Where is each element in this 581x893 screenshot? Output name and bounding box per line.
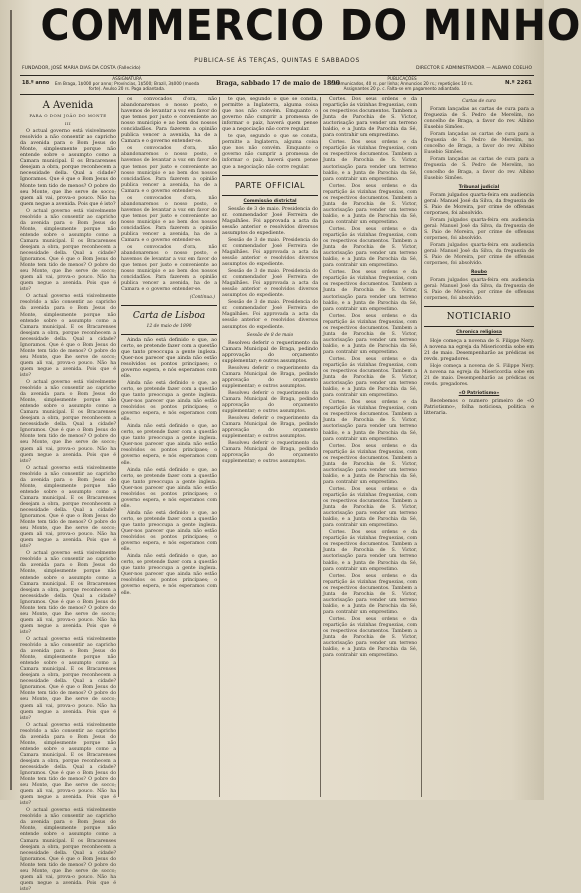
letter-heading [121,305,217,335]
article-body: te que, segundo o que se consta, permitte a Inglaterra, alguma coisa que nos não convém. Emquanto o governo não cumprir a promessa de informar o paiz, haverá quem pense que a negociação não corre regular. [222,97,318,133]
noticiario-title: NOTICIARIO [446,312,512,323]
article-body-continued: os convocados d'ora, não abandonaremos o nosso posto, e havemos de levantar a voz em favor do que temos por justo e conveniente ao nosso municipio e ao bem dos nossos concidadãos. Para fazerem a opinião publica vencer a avenida, ha de a Camara e o governo entender-se. [121,195,217,244]
official-section-title: PARTE OFFICIAL [235,180,305,190]
section-heading: Roubo [470,270,488,276]
column-1 [20,97,116,892]
issue-number: N.º 2261 [504,80,532,86]
article-headline: A Avenida [42,100,94,111]
section-heading: «O Patriotismo» [458,390,500,396]
article-body-continued: Cortes. Dos seus ordens e da repartição ás vizinhas freguezias, com os respectivos documentos. Tambem a Junta de Parochia de S. Victor, auctorisação para vender um terreno baldio, e a Junta de Parochia da Sé, para contrahir um emprestimo. [323,400,417,442]
publication-block [322,76,482,91]
article-body-continued: Cortes. Dos seus ordens e da repartição ás vizinhas freguezias, com os respectivos documentos. Tambem a Junta de Parochia de S. Victor, auctorisação para vender um terreno baldio, e a Junta de Parochia da Sé, para contrahir um emprestimo. [323,313,417,355]
article-body-continued: Cortes. Dos seus ordens e da repartição ás vizinhas freguezias, com os respectivos documentos. Tambem a Junta de Parochia de S. Victor, auctorisação para vender um terreno baldio, e a Junta de Parochia da Sé, para contrahir um emprestimo. [323,530,417,572]
letter-body-continued: Ainda não está definido o que, ao certo, se pretende fazer com a questão que tanto preoccupa a gente ingleza. Quer-nos parecer que ainda não estão resolvidos os pontos principaes; o governo espera, e nós esperamos com elle. [121,510,217,553]
section-body: Recebemos o numero primeiro de «O Patriotismo», folha noticiosa, politica e litteraria. [424,398,534,417]
masthead [20,1,581,53]
newspaper-title: COMMERCIO DO MINHO [40,1,581,51]
subscription-title: ASSIGNATURA [112,76,142,81]
publication-title: PUBLICAÇÕES [387,76,417,81]
article-body-continued: Cortes. Dos seus ordens e da repartição ás vizinhas freguezias, com os respectivos documentos. Tambem a Junta de Parochia de S. Victor, auctorisação para vender um terreno baldio, e a Junta de Parochia da Sé, para contrahir um emprestimo. [323,616,417,659]
column-rule [320,97,321,797]
founder-credit: FUNDADOR, JOSÉ MARIA DIAS DA COSTA (Fallecido) [22,66,141,71]
subscription-block [52,76,202,91]
article-section-number: III [64,121,72,127]
official-subheading: Commissão districtal [243,198,297,204]
issue-date: Braga, sabbado 17 de maio de 1890 [216,80,340,87]
article-body-continued: O actual governo está visivelmente resolvido a não consentir ao capricho da avenida para o Bom Jesus do Monte, simplesmente porque não entende sobre o assumpto como a Camara municipal. E os Bracarenses desejam a obra, porque reconhecem a necessidade della. Qual a cidade? Ignoramos. Que é que o Bom Jesus do Monte tem tido de menos? O pobre do seu Monte, que lhe serve de socco; quem ali vai, prova-o pouco. Não ha quem negue a avenida. Pois que é isto? [20,380,116,464]
section-heading: Cartas de cura [462,99,496,104]
letter-title: Carta de Lisboa [132,310,206,321]
article-body-continued: Cortes. Dos seus ordens e da repartição ás vizinhas freguezias, com os respectivos documentos. Tambem a Junta de Parochia de S. Victor, auctorisação para vender um terreno baldio, e a Junta de Parochia da Sé, para contrahir um emprestimo. [323,573,417,615]
article-subhead: PARA O DOM JOÃO DO MONTE [29,113,107,118]
divider [20,94,534,95]
director-credit: DIRECTOR E ADMINISTRADOR — ALBANO COELHO [415,66,532,71]
article-body: O actual governo está visivelmente resolvido a não consentir ao capricho da avenida para o Bom Jesus do Monte, simplesmente porque não entende sobre o assumpto como a Camara municipal. E os Bracarenses desejam a obra, porque reconhecem a necessidade della. Qual a cidade? Ignoramos. Que é que o Bom Jesus do Monte tem tido de menos? O pobre do seu Monte, que lhe serve de socco; quem ali vai, prova-o pouco. Não ha quem negue a avenida. Pois que é isto? [20,129,116,207]
column-3 [222,97,318,797]
section-heading: Chronica religiosa [456,330,502,336]
year-label: 18.º anno [22,80,50,86]
section-heading: Tribunal judicial [458,184,500,190]
column-rule [118,97,119,797]
letter-body-continued: Ainda não está definido o que, ao certo, se pretende fazer com a questão que tanto preoccupa a gente ingleza. Quer-nos parecer que ainda não estão resolvidos os pontos principaes; o governo espera, e nós esperamos com elle. [121,380,217,423]
article-body-continued: O actual governo está visivelmente resolvido a não consentir ao capricho da avenida para o Bom Jesus do Monte, simplesmente porque não entende sobre o assumpto como a Camara municipal. E os Bracarenses desejam a obra, porque reconhecem a necessidade della. Qual a cidade? Ignoramos. Que é que o Bom Jesus do Monte tem tido de menos? O pobre do seu Monte, que lhe serve de socco; quem ali vai, prova-o pouco. Não ha quem negue a avenida. Pois que é isto? [20,808,116,892]
official-body-continued: Sessão de 3 de maio. Presidencia do sr. commendador José Ferreira de Magalhães. Foi approvada a acta da sessão anterior e resolvidos diversos assumptos do expediente. [222,300,318,330]
continuation-note: (Continua.) [189,294,215,300]
article-body-continued: Cortes. Dos seus ordens e da repartição ás vizinhas freguezias, com os respectivos documentos. Tambem a Junta de Parochia de S. Victor, auctorisação para vender um terreno baldio, e a Junta de Parochia da Sé, para contrahir um emprestimo. [323,226,417,269]
article-body: Cortes. Dos seus ordens e da repartição ás vizinhas freguezias, com os respectivos documentos. Tambem a Junta de Parochia de S. Victor, auctorisação para vender um terreno baldio, e a Junta de Parochia da Sé, para contrahir um emprestimo. [323,97,417,139]
official-heading-box [222,175,318,196]
section-body: Hoje começa a novena de S. Filippe Nery. A novena na egreja da Misericordia sobe em 21 de maio. Desempenharão as prédicas os revds. pregadores. [424,338,534,362]
official-body: Resolveu deferir o requerimento da Camara Municipal de Braga, pedindo approvação do orçamento supplementar; e outros assumptos. [222,340,318,364]
section-body: Foram julgados quarta-feira em audiencia geral: Manuel José da Silva, da freguezia de S. Paio de Moreira, por crime de offensas corporaes, foi absolvido. [424,192,534,216]
official-subheading-2: Sessão de 8 de maio [246,332,294,338]
official-body-continued: Sessão de 3 de maio. Presidencia do sr. commendador José Ferreira de Magalhães. Foi approvada a acta da sessão anterior e resolvidos diversos assumptos do expediente. [222,269,318,299]
section-body: Foram lançadas as cartas de cura para a freguezia de S. Pedro de Merelim, no concelho de Braga, a favor do rev. Albino Eusebio Simões. [424,107,534,131]
letter-date: 12 de maio de 1890 [146,323,192,329]
article-body-continued: O actual governo está visivelmente resolvido a não consentir ao capricho da avenida para o Bom Jesus do Monte, simplesmente porque não entende sobre o assumpto como a Camara municipal. E os Bracarenses desejam a obra, porque reconhecem a necessidade della. Qual a cidade? Ignoramos. Que é que o Bom Jesus do Monte tem tido de menos? O pobre do seu Monte, que lhe serve de socco; quem ali vai, prova-o pouco. Não ha quem negue a avenida. Pois que é isto? [20,465,116,550]
article-body-continued: O actual governo está visivelmente resolvido a não consentir ao capricho da avenida para o Bom Jesus do Monte, simplesmente porque não entende sobre o assumpto como a Camara municipal. E os Bracarenses desejam a obra, porque reconhecem a necessidade della. Qual a cidade? Ignoramos. Que é que o Bom Jesus do Monte tem tido de menos? O pobre do seu Monte, que lhe serve de socco; quem ali vai, prova-o pouco. Não ha quem negue a avenida. Pois que é isto? [20,636,116,721]
article-body-continued: Cortes. Dos seus ordens e da repartição ás vizinhas freguezias, com os respectivos documentos. Tambem a Junta de Parochia de S. Victor, auctorisação para vender um terreno baldio, e a Junta de Parochia da Sé, para contrahir um emprestimo. [323,486,417,529]
article-body-continued: Cortes. Dos seus ordens e da repartição ás vizinhas freguezias, com os respectivos documentos. Tambem a Junta de Parochia de S. Victor, auctorisação para vender um terreno baldio, e a Junta de Parochia da Sé, para contrahir um emprestimo. [323,183,417,225]
article-body-continued: O actual governo está visivelmente resolvido a não consentir ao capricho da avenida para o Bom Jesus do Monte, simplesmente porque não entende sobre o assumpto como a Camara municipal. E os Bracarenses desejam a obra, porque reconhecem a necessidade della. Qual a cidade? Ignoramos. Que é que o Bom Jesus do Monte tem tido de menos? O pobre do seu Monte, que lhe serve de socco; quem ali vai, prova-o pouco. Não ha quem negue a avenida. Pois que é isto? [20,294,116,378]
newspaper-subtitle: PUBLICA-SE ÁS TERÇAS, QUINTAS E SABBADOS [194,57,360,64]
article-body-continued: os convocados d'ora, não abandonaremos o nosso posto, e havemos de levantar a voz em favor do que temos por justo e conveniente ao nosso municipio e ao bem dos nossos concidadãos. Para fazerem a opinião publica vencer a avenida, ha de a Camara e o governo entender-se. [121,245,217,293]
official-body-continued: Resolveu deferir o requerimento da Camara Municipal de Braga, pedindo approvação do orçamento supplementar; e outros assumptos. [222,416,318,440]
column-2 [121,97,217,797]
official-body-continued: Resolveu deferir o requerimento da Camara Municipal de Braga, pedindo approvação do orçamento supplementar; e outros assumptos. [222,390,318,415]
column-rule [421,97,422,797]
article-body-continued: os convocados d'ora, não abandonaremos o nosso posto, e havemos de levantar a voz em favor do que temos por justo e conveniente ao nosso municipio e ao bem dos nossos concidadãos. Para fazerem a opinião publica vencer a avenida, ha de a Camara e o governo entender-se. [121,146,217,194]
section-body-continued: Foram lançadas as cartas de cura para a freguezia de S. Pedro de Merelim, no concelho de Braga, a favor do rev. Albino Eusebio Simões. [424,157,534,181]
official-body-continued: Resolveu deferir o requerimento da Camara Municipal de Braga, pedindo approvação do orçamento supplementar; e outros assumptos. [222,365,318,389]
official-body-continued: Sessão de 3 de maio. Presidencia do sr. commendador José Ferreira de Magalhães. Foi approvada a acta da sessão anterior e resolvidos diversos assumptos do expediente. [222,237,318,268]
section-body-continued: Hoje começa a novena de S. Filippe Nery. A novena na egreja da Misericordia sobe em 21 de maio. Desempenharão as prédicas os revds. pregadores. [424,363,534,387]
column-4 [323,97,417,797]
article-body-continued: te que, segundo o que se consta, permitte a Inglaterra, alguma coisa que nos não convém. Emquanto o governo não cumprir a promessa de informar o paiz, haverá quem pense que a negociação não corre regular. [222,134,318,170]
letter-body-continued: Ainda não está definido o que, ao certo, se pretende fazer com a questão que tanto preoccupa a gente ingleza. Quer-nos parecer que ainda não estão resolvidos os pontos principaes; o governo espera, e nós esperamos com elle. [121,467,217,509]
section-body: Foram julgados quarta-feira em audiencia geral: Manuel José da Silva, da freguezia de S. Paio de Moreira, por crime de offensas corporaes, foi absolvido. [424,278,534,302]
article-body-continued: Cortes. Dos seus ordens e da repartição ás vizinhas freguezias, com os respectivos documentos. Tambem a Junta de Parochia de S. Victor, auctorisação para vender um terreno baldio, e a Junta de Parochia da Sé, para contrahir um emprestimo. [323,140,417,182]
article-body-continued: O actual governo está visivelmente resolvido a não consentir ao capricho da avenida para o Bom Jesus do Monte, simplesmente porque não entende sobre o assumpto como a Camara municipal. E os Bracarenses desejam a obra, porque reconhecem a necessidade della. Qual a cidade? Ignoramos. Que é que o Bom Jesus do Monte tem tido de menos? O pobre do seu Monte, que lhe serve de socco; quem ali vai, prova-o pouco. Não ha quem negue a avenida. Pois que é isto? [20,208,116,293]
letter-body-continued: Ainda não está definido o que, ao certo, se pretende fazer com a questão que tanto preoccupa a gente ingleza. Quer-nos parecer que ainda não estão resolvidos os pontos principaes; o governo espera, e nós esperamos com elle. [121,554,217,596]
letter-body: Ainda não está definido o que, ao certo, se pretende fazer com a questão que tanto preoccupa a gente ingleza. Quer-nos parecer que ainda não estão resolvidos os pontos principaes; o governo espera, e nós esperamos com elle. [121,337,217,379]
publication-text: Communicados, 40 rs. por linha; Annuncios 20 rs.; repetições 10 rs. Assignantes 20 p. c. Falta-se em pagamento adiantado. [330,81,474,91]
section-body-continued: Foram julgados quarta-feira em audiencia geral: Manuel José da Silva, da freguezia de S. Paio de Moreira, por crime de offensas corporaes, foi absolvido. [424,243,534,267]
article-body-continued: Cortes. Dos seus ordens e da repartição ás vizinhas freguezias, com os respectivos documentos. Tambem a Junta de Parochia de S. Victor, auctorisação para vender um terreno baldio, e a Junta de Parochia da Sé, para contrahir um emprestimo. [323,356,417,399]
official-body-continued: Resolveu deferir o requerimento da Camara Municipal de Braga, pedindo approvação do orçamento supplementar; e outros assumptos. [222,441,318,465]
credits-line [20,66,534,74]
article-body-continued: Cortes. Dos seus ordens e da repartição ás vizinhas freguezias, com os respectivos documentos. Tambem a Junta de Parochia de S. Victor, auctorisação para vender um terreno baldio, e a Junta de Parochia da Sé, para contrahir um emprestimo. [323,443,417,485]
article-body-continued: Cortes. Dos seus ordens e da repartição ás vizinhas freguezias, com os respectivos documentos. Tambem a Junta de Parochia de S. Victor, auctorisação para vender um terreno baldio, e a Junta de Parochia da Sé, para contrahir um emprestimo. [323,270,417,312]
section-body-continued: Foram julgados quarta-feira em audiencia geral: Manuel José da Silva, da freguezia de S. Paio de Moreira, por crime de offensas corporaes, foi absolvido. [424,217,534,241]
column-rule [219,97,220,797]
info-bar [20,76,534,94]
column-5 [424,97,534,797]
letter-body-continued: Ainda não está definido o que, ao certo, se pretende fazer com a questão que tanto preoccupa a gente ingleza. Quer-nos parecer que ainda não estão resolvidos os pontos principaes; o governo espera, e nós esperamos com elle. [121,424,217,466]
article-body: os convocados d'ora, não abandonaremos o nosso posto, e havemos de levantar a voz em favor do que temos por justo e conveniente ao nosso municipio e ao bem dos nossos concidadãos. Para fazerem a opinião publica vencer a avenida, ha de a Camara e o governo entender-se. [121,97,217,145]
article-body-continued: O actual governo está visivelmente resolvido a não consentir ao capricho da avenida para o Bom Jesus do Monte, simplesmente porque não entende sobre o assumpto como a Camara municipal. E os Bracarenses desejam a obra, porque reconhecem a necessidade della. Qual a cidade? Ignoramos. Que é que o Bom Jesus do Monte tem tido de menos? O pobre do seu Monte, que lhe serve de socco; quem ali vai, prova-o pouco. Não ha quem negue a avenida. Pois que é isto? [20,551,116,635]
section-body-continued: Foram lançadas as cartas de cura para a freguezia de S. Pedro de Merelim, no concelho de Braga, a favor do rev. Albino Eusebio Simões. [424,132,534,156]
noticiario-heading-box [424,306,534,327]
article-body-continued: O actual governo está visivelmente resolvido a não consentir ao capricho da avenida para o Bom Jesus do Monte, simplesmente porque não entende sobre o assumpto como a Camara municipal. E os Bracarenses desejam a obra, porque reconhecem a necessidade della. Qual a cidade? Ignoramos. Que é que o Bom Jesus do Monte tem tido de menos? O pobre do seu Monte, que lhe serve de socco; quem ali vai, prova-o pouco. Não ha quem negue a avenida. Pois que é isto? [20,722,116,807]
official-body: Sessão de 3 de maio. Presidencia do sr. commendador José Ferreira de Magalhães. Foi approvada a acta da sessão anterior e resolvidos diversos assumptos do expediente. [222,206,318,236]
subscription-text: Em Braga, 1$000 por anno; Províncias, 1$500; Brazil, 3$000 (moeda forte). Avulso 20 rs. Paga adiantada. [54,81,200,91]
